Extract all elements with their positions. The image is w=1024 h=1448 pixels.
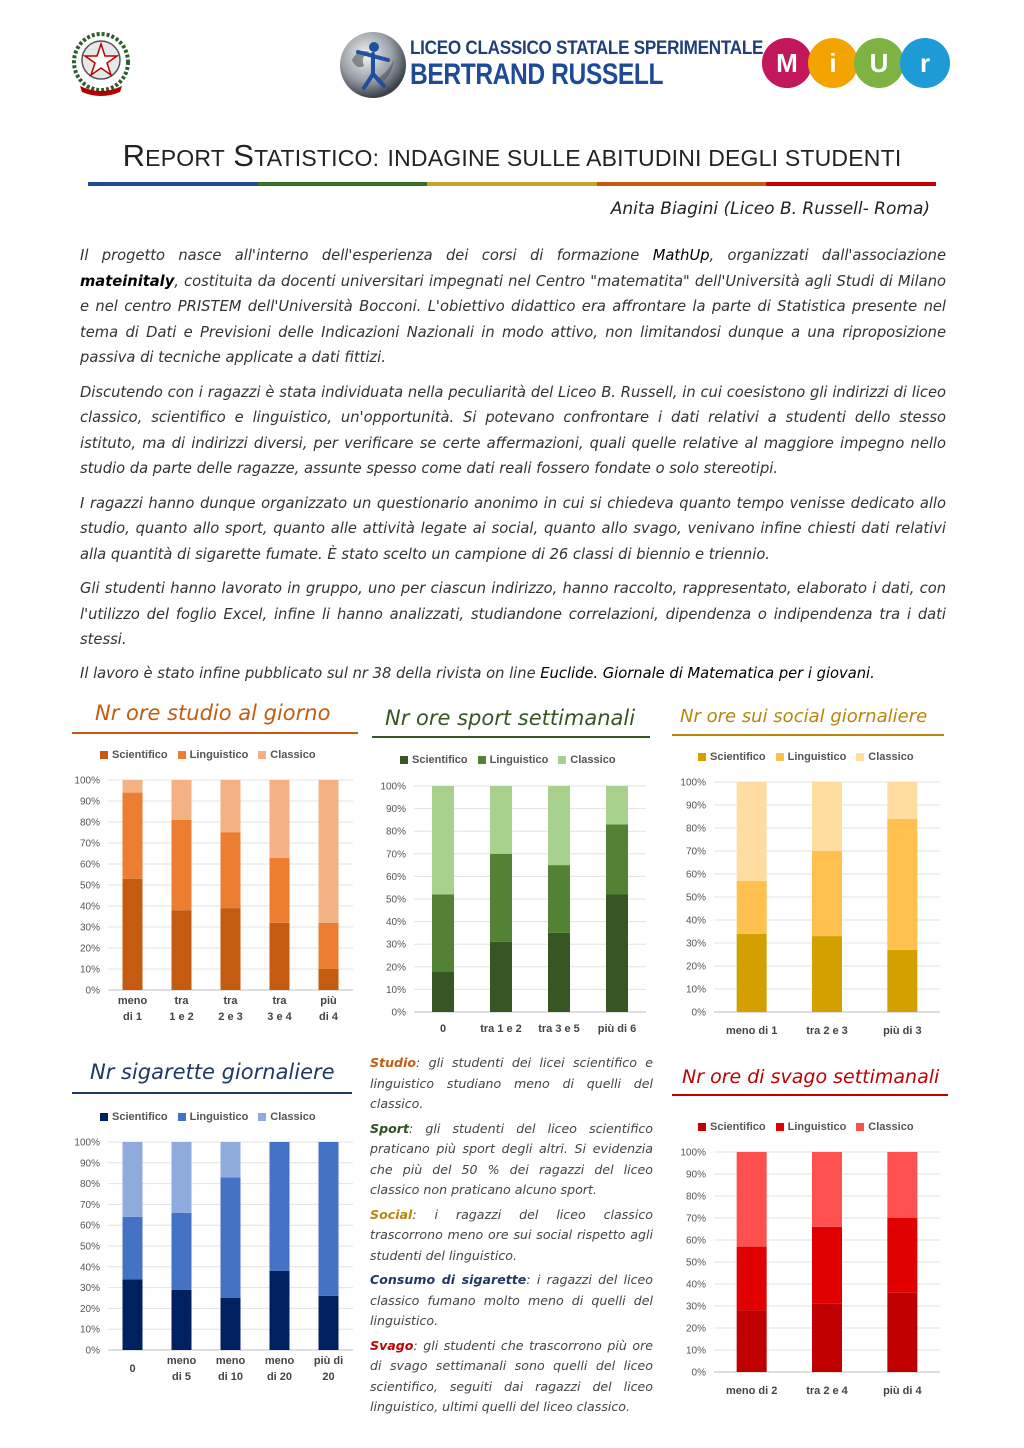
legend-label: Classico xyxy=(868,751,914,763)
y-tick-label: 50% xyxy=(79,1241,100,1253)
legend-item xyxy=(100,749,168,761)
y-tick-label: 70% xyxy=(79,1199,100,1211)
chart-social xyxy=(672,770,948,1040)
bar-segment xyxy=(270,858,290,923)
title-color-rule xyxy=(88,182,936,186)
miur-logo xyxy=(760,34,955,92)
commentary-item xyxy=(370,1336,653,1418)
legend-item xyxy=(258,749,315,761)
legend-swatch xyxy=(100,751,108,759)
y-tick-label: 100% xyxy=(74,1137,100,1149)
bar-segment xyxy=(123,780,143,793)
commentary-text: : i ragazzi del liceo classico fumano molto meno di quelli del linguistico. xyxy=(370,1272,653,1328)
bar-segment xyxy=(270,1142,290,1271)
bar-segment xyxy=(123,1217,143,1279)
bar-segment xyxy=(432,894,454,971)
miur-letter-r: r xyxy=(919,48,931,78)
y-tick-label: 30% xyxy=(685,938,706,950)
legend-swatch xyxy=(776,753,784,761)
legend-swatch xyxy=(400,756,408,764)
y-tick-label: 60% xyxy=(685,869,706,881)
commentary-item xyxy=(370,1205,653,1267)
chart-legend xyxy=(698,751,914,763)
legend-item xyxy=(400,754,468,766)
bar-segment xyxy=(737,881,767,934)
chart-legend xyxy=(698,1121,914,1133)
y-tick-label: 0% xyxy=(691,1007,706,1019)
y-tick-label: 50% xyxy=(79,880,100,892)
bar-segment xyxy=(221,1298,241,1350)
paragraph-2: Discutendo con i ragazzi è stata individuata nella peculiarità del Liceo B. Russell, in cui coesistono gli indirizzi di liceo classico, scientifico e linguistico, un'opportunità. Si potevano confrontare i dati relativi a studenti dello stesso istituto, ma di indirizzi diversi, per verificare se certe affermazioni, quali quelle relative al maggiore impegno nello studio da parte delle ragazze, assunte spesso come dati reali fossero fondate o solo stereotipi. xyxy=(80,383,946,478)
paragraph-3: I ragazzi hanno dunque organizzato un questionario anonimo in cui si chiedeva quanto tempo venisse dedicato allo studio, quanto allo sport, quanto alle attività legate ai social, quanto allo svago, venivano infine chiesti dati relativi alla quantità di sigarette fumate. È stato scelto un campione di 26 classi di biennio e triennio. xyxy=(80,494,946,563)
chart-title-svago: Nr ore di svago settimanali xyxy=(682,1066,940,1088)
bar-segment xyxy=(737,1152,767,1247)
bar-segment xyxy=(737,782,767,881)
x-tick-label: di 1 xyxy=(123,1011,142,1023)
bar-segment xyxy=(812,936,842,1012)
y-tick-label: 90% xyxy=(79,796,100,808)
y-tick-label: 10% xyxy=(79,964,100,976)
legend-swatch xyxy=(558,756,566,764)
legend-item xyxy=(258,1111,315,1123)
y-tick-label: 70% xyxy=(79,838,100,850)
bar-segment xyxy=(319,1142,339,1296)
y-tick-label: 0% xyxy=(85,1345,100,1357)
legend-item xyxy=(856,751,913,763)
commentary-item xyxy=(370,1053,653,1115)
bar-segment xyxy=(221,780,241,833)
bar-segment xyxy=(319,1296,339,1350)
x-tick-label: 1 e 2 xyxy=(169,1011,194,1023)
x-tick-label: di 10 xyxy=(217,1371,244,1383)
y-tick-label: 70% xyxy=(685,846,706,858)
y-tick-label: 10% xyxy=(685,984,706,996)
bar-segment xyxy=(887,1293,917,1372)
y-tick-label: 90% xyxy=(685,800,706,812)
chart-title-sigarette: Nr sigarette giornaliere xyxy=(90,1060,335,1084)
legend-label: Scientifico xyxy=(710,1121,766,1133)
bar-segment xyxy=(490,942,512,1012)
bar-segment xyxy=(172,780,192,820)
x-tick-label: tra 2 e 3 xyxy=(806,1025,848,1037)
y-tick-label: 20% xyxy=(79,1303,100,1315)
x-tick-label: più di 3 xyxy=(883,1025,922,1037)
bar-segment xyxy=(887,950,917,1012)
chart-legend xyxy=(100,749,316,761)
school-name-line2: BERTRAND RUSSELL xyxy=(410,58,664,91)
legend-label: Linguistico xyxy=(787,1121,847,1133)
x-tick-label: tra 1 e 2 xyxy=(480,1023,522,1035)
chart-studio xyxy=(72,766,362,1036)
chart-legend xyxy=(100,1111,316,1123)
chart-title-studio: Nr ore studio al giorno xyxy=(95,701,331,725)
y-tick-label: 20% xyxy=(385,962,406,974)
y-tick-label: 100% xyxy=(380,781,406,793)
chart-sigarette xyxy=(72,1128,362,1400)
y-tick-label: 60% xyxy=(79,859,100,871)
bar-segment xyxy=(172,820,192,910)
bar-segment xyxy=(606,894,628,1012)
chart-sport xyxy=(370,772,658,1042)
x-tick-label: 0 xyxy=(129,1363,136,1375)
school-logo-icon xyxy=(338,30,408,100)
x-tick-label: meno xyxy=(264,1355,295,1367)
x-tick-label: meno xyxy=(215,1355,246,1367)
y-tick-label: 50% xyxy=(385,894,406,906)
legend-item xyxy=(698,1121,766,1133)
y-tick-label: 100% xyxy=(74,775,100,787)
bar-segment xyxy=(548,865,570,933)
y-tick-label: 90% xyxy=(79,1158,100,1170)
legend-swatch xyxy=(856,1123,864,1131)
legend-swatch xyxy=(776,1123,784,1131)
legend-swatch xyxy=(856,753,864,761)
commentary-label: Studio xyxy=(370,1055,417,1070)
chart-title-sport: Nr ore sport settimanali xyxy=(385,706,636,730)
legend-swatch xyxy=(178,751,186,759)
bar-segment xyxy=(490,854,512,942)
legend-item xyxy=(100,1111,168,1123)
y-tick-label: 60% xyxy=(79,1220,100,1232)
chart-svago xyxy=(672,1140,948,1406)
bar-segment xyxy=(270,1271,290,1350)
x-tick-label: meno xyxy=(117,995,148,1007)
x-tick-label: di 20 xyxy=(266,1371,293,1383)
miur-letter-i: i xyxy=(829,48,837,78)
chart-legend xyxy=(400,754,616,766)
y-tick-label: 10% xyxy=(385,984,406,996)
x-tick-label: meno xyxy=(166,1355,197,1367)
y-tick-label: 0% xyxy=(85,985,100,997)
bar-segment xyxy=(172,910,192,990)
bar-segment xyxy=(737,934,767,1012)
y-tick-label: 80% xyxy=(385,826,406,838)
y-tick-label: 50% xyxy=(685,892,706,904)
y-tick-label: 30% xyxy=(385,939,406,951)
bar-segment xyxy=(432,786,454,894)
bar-segment xyxy=(432,971,454,1012)
y-tick-label: 50% xyxy=(685,1257,706,1269)
legend-label: Scientifico xyxy=(112,749,168,761)
x-tick-label: tra 3 e 5 xyxy=(538,1023,580,1035)
commentary-label: Sport xyxy=(370,1120,409,1136)
miur-letter-m: M xyxy=(776,48,798,78)
y-tick-label: 80% xyxy=(79,1179,100,1191)
intro-text xyxy=(80,243,946,695)
y-tick-label: 40% xyxy=(685,915,706,927)
x-tick-label: di 4 xyxy=(319,1011,338,1023)
y-tick-label: 0% xyxy=(691,1367,706,1379)
bar-segment xyxy=(123,879,143,990)
commentary-label: Social xyxy=(370,1206,413,1222)
bar-segment xyxy=(737,1247,767,1311)
x-tick-label: più di 6 xyxy=(597,1023,637,1035)
legend-item xyxy=(776,1121,847,1133)
y-tick-label: 60% xyxy=(685,1235,706,1247)
y-tick-label: 20% xyxy=(79,943,100,955)
bar-segment xyxy=(221,833,241,909)
chart-title-rule xyxy=(672,734,944,736)
commentary-text: : i ragazzi del liceo classico trascorrono meno ore sui social rispetto agli studenti del linguistico. xyxy=(370,1206,653,1263)
italian-republic-emblem xyxy=(70,30,132,98)
legend-item xyxy=(558,754,615,766)
y-tick-label: 30% xyxy=(685,1301,706,1313)
legend-item xyxy=(478,754,549,766)
y-tick-label: 100% xyxy=(680,777,706,789)
legend-swatch xyxy=(258,751,266,759)
bar-segment xyxy=(490,786,512,854)
bar-segment xyxy=(812,851,842,936)
legend-swatch xyxy=(478,756,486,764)
bar-segment xyxy=(319,969,339,990)
chart-title-rule xyxy=(72,732,358,734)
author-line: Anita Biagini (Liceo B. Russell- Roma) xyxy=(610,199,930,219)
bar-segment xyxy=(123,793,143,879)
bar-segment xyxy=(812,1152,842,1227)
bar-segment xyxy=(221,908,241,990)
bar-segment xyxy=(812,782,842,851)
legend-label: Scientifico xyxy=(710,751,766,763)
y-tick-label: 20% xyxy=(685,1323,706,1335)
legend-label: Linguistico xyxy=(787,751,847,763)
x-tick-label: di 5 xyxy=(172,1371,191,1383)
legend-swatch xyxy=(698,1123,706,1131)
bar-segment xyxy=(172,1213,192,1290)
commentary xyxy=(370,1053,653,1422)
legend-swatch xyxy=(100,1113,108,1121)
y-tick-label: 0% xyxy=(391,1007,406,1019)
x-tick-label: tra xyxy=(174,995,189,1007)
legend-swatch xyxy=(698,753,706,761)
bar-segment xyxy=(887,819,917,950)
legend-label: Linguistico xyxy=(489,754,549,766)
bar-segment xyxy=(172,1142,192,1213)
legend-swatch xyxy=(178,1113,186,1121)
y-tick-label: 10% xyxy=(685,1345,706,1357)
y-tick-label: 70% xyxy=(685,1213,706,1225)
legend-label: Classico xyxy=(868,1121,914,1133)
legend-item xyxy=(856,1121,913,1133)
bar-segment xyxy=(812,1227,842,1304)
y-tick-label: 30% xyxy=(79,1283,100,1295)
legend-label: Classico xyxy=(270,1111,316,1123)
bar-segment xyxy=(887,1218,917,1293)
x-tick-label: meno di 1 xyxy=(725,1025,778,1037)
bar-segment xyxy=(319,780,339,923)
commentary-item xyxy=(370,1270,653,1332)
paragraph-4: Gli studenti hanno lavorato in gruppo, uno per ciascun indirizzo, hanno raccolto, rappresentato, elaborato i dati, con l'utilizzo del foglio Excel, infine li hanno analizzati, studiandone correlazioni, dipendenza o indipendenza tra i dati stessi. xyxy=(80,579,946,649)
legend-item xyxy=(178,749,249,761)
bar-segment xyxy=(887,782,917,819)
y-tick-label: 100% xyxy=(680,1147,706,1159)
paragraph-1: Il progetto nasce all'interno dell'esperienza dei corsi di formazione MathUp, organizzati dall'associazione mateinitaly, costituita da docenti universitari impegnati nel Centro "matematita" dell'Università agli Studi di Milano e nel centro PRISTEM dell'Università Bocconi. L'obiettivo didattico era affrontare la parte di Statistica presente nel tema di Dati e Previsioni delle Indicazioni Nazionali in modo attivo, non limitandosi dunque a una riproposizione passiva di tecniche applicate a dati fittizi. xyxy=(80,247,946,367)
y-tick-label: 70% xyxy=(385,849,406,861)
bar-segment xyxy=(270,780,290,858)
x-tick-label: 2 e 3 xyxy=(218,1011,243,1023)
bar-segment xyxy=(812,1304,842,1372)
bar-segment xyxy=(606,824,628,894)
legend-label: Linguistico xyxy=(189,1111,249,1123)
x-tick-label: 20 xyxy=(322,1371,335,1383)
commentary-label: Svago xyxy=(370,1337,414,1353)
x-tick-label: più di 4 xyxy=(883,1385,922,1397)
x-tick-label: 0 xyxy=(439,1023,447,1035)
bar-segment xyxy=(123,1279,143,1350)
y-tick-label: 40% xyxy=(685,1279,706,1291)
commentary-text: : gli studenti che trascorrono più ore di svago settimanali sono quelli del liceo scientifico, seguiti dai ragazzi del liceo linguistico, ultimi quelli del liceo classico. xyxy=(370,1337,653,1414)
y-tick-label: 10% xyxy=(79,1324,100,1336)
x-tick-label: 3 e 4 xyxy=(267,1011,292,1023)
miur-letter-u: U xyxy=(869,48,889,78)
x-tick-label: tra xyxy=(272,995,287,1007)
y-tick-label: 90% xyxy=(685,1169,706,1181)
y-tick-label: 30% xyxy=(79,922,100,934)
bar-segment xyxy=(172,1290,192,1350)
chart-title-social: Nr ore sui social giornaliere xyxy=(680,706,928,727)
page-title: REPORT STATISTICO: INDAGINE SULLE ABITUDINI DEGLI STUDENTI xyxy=(122,138,902,173)
legend-swatch xyxy=(258,1113,266,1121)
y-tick-label: 20% xyxy=(685,961,706,973)
commentary-label: Consumo di sigarette xyxy=(370,1272,527,1287)
bar-segment xyxy=(221,1142,241,1177)
y-tick-label: 40% xyxy=(79,901,100,913)
bar-segment xyxy=(548,933,570,1012)
y-tick-label: 40% xyxy=(385,917,406,929)
x-tick-label: tra xyxy=(223,995,238,1007)
bar-segment xyxy=(737,1310,767,1372)
x-tick-label: meno di 2 xyxy=(725,1385,778,1397)
legend-label: Scientifico xyxy=(412,754,468,766)
y-tick-label: 90% xyxy=(385,804,406,816)
bar-segment xyxy=(548,786,570,865)
x-tick-label: più xyxy=(320,995,337,1007)
commentary-text: : gli studenti dei licei scientifico e linguistico studiano meno di quelli del classico. xyxy=(370,1055,653,1111)
bar-segment xyxy=(887,1152,917,1218)
legend-item xyxy=(178,1111,249,1123)
commentary-text: : gli studenti del liceo scientifico praticano più sport degli altri. Si evidenzia che più del 50 % dei ragazzi del liceo classico non praticano alcuno sport. xyxy=(370,1120,653,1197)
x-tick-label: tra 2 e 4 xyxy=(806,1385,848,1397)
y-tick-label: 80% xyxy=(685,823,706,835)
legend-item xyxy=(776,751,847,763)
bar-segment xyxy=(123,1142,143,1217)
y-tick-label: 80% xyxy=(79,817,100,829)
x-tick-label: più di xyxy=(313,1355,344,1367)
y-tick-label: 60% xyxy=(385,871,406,883)
chart-title-rule xyxy=(672,1094,948,1096)
school-name-line1: LICEO CLASSICO STATALE SPERIMENTALE xyxy=(410,38,764,59)
y-tick-label: 80% xyxy=(685,1191,706,1203)
legend-label: Scientifico xyxy=(112,1111,168,1123)
legend-item xyxy=(698,751,766,763)
paragraph-5: Il lavoro è stato infine pubblicato sul nr 38 della rivista on line Euclide. Giornale di Matematica per i giovani. xyxy=(80,665,875,683)
chart-title-rule xyxy=(372,736,650,738)
legend-label: Classico xyxy=(570,754,616,766)
bar-segment xyxy=(606,786,628,824)
bar-segment xyxy=(221,1177,241,1298)
legend-label: Classico xyxy=(270,749,316,761)
bar-segment xyxy=(270,923,290,990)
commentary-item xyxy=(370,1119,653,1201)
legend-label: Linguistico xyxy=(189,749,249,761)
y-tick-label: 40% xyxy=(79,1262,100,1274)
chart-title-rule xyxy=(72,1092,352,1094)
bar-segment xyxy=(319,923,339,969)
